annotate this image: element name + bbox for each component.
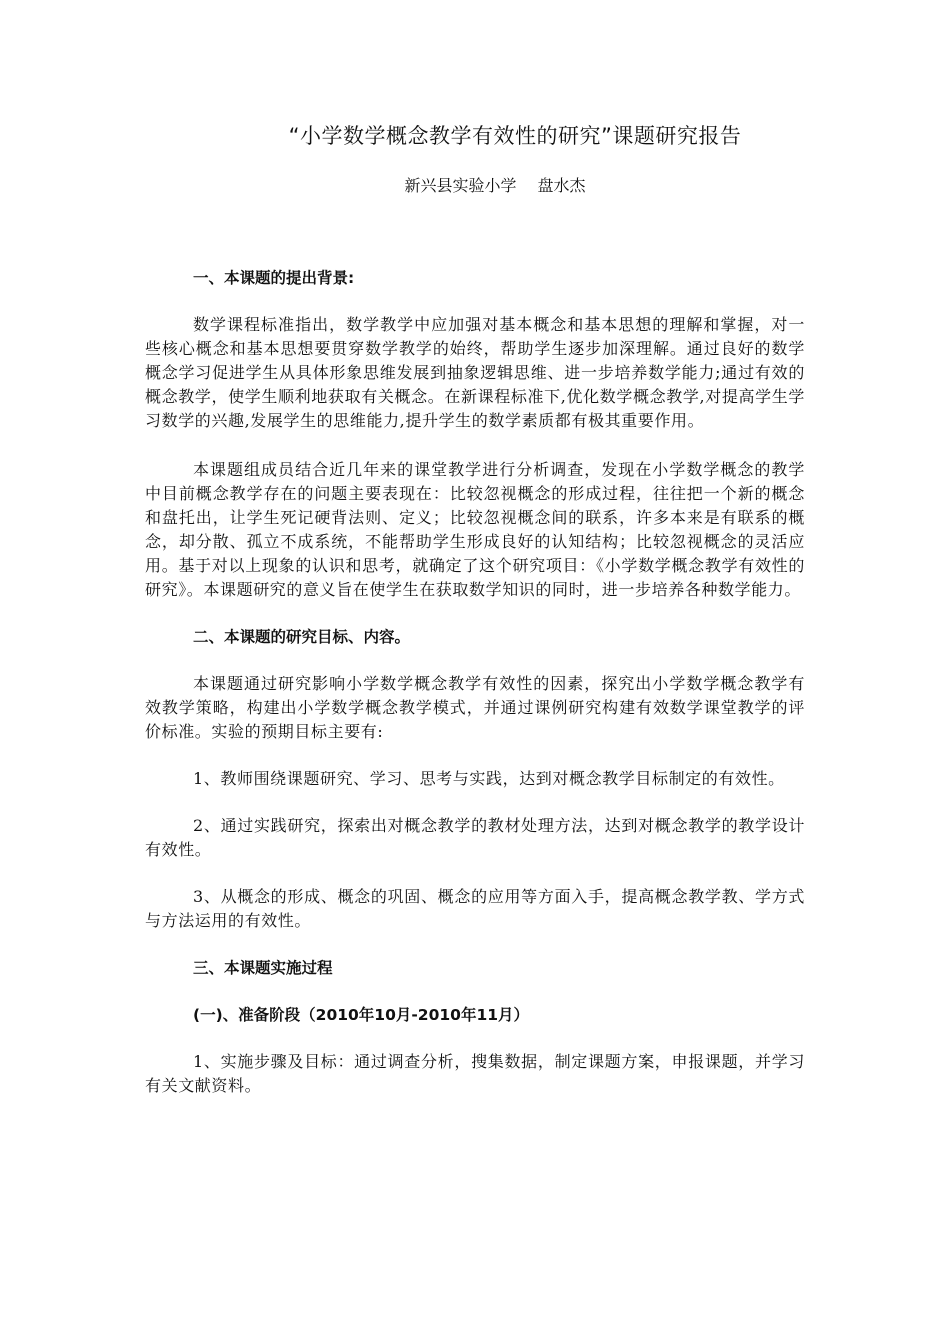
subsection-heading-preparation: (一)、准备阶段（2010年10月-2010年11月） xyxy=(193,1006,530,1024)
goal-item-3: 3、从概念的形成、概念的巩固、概念的应用等方面入手，提高概念教学教、学方式与方法运用的有效性。 xyxy=(145,887,805,930)
report-title: “小学数学概念教学有效性的研究”课题研究报告 xyxy=(288,124,742,148)
goal-item-1: 1、教师围绕课题研究、学习、思考与实践，达到对概念教学目标制定的有效性。 xyxy=(193,769,785,788)
paragraph-background-1: 数学课程标准指出，数学教学中应加强对基本概念和基本思想的理解和掌握，对一些核心概念和基本思想要贯穿数学教学的始终，帮助学生逐步加深理解。通过良好的数学概念学习促进学生从具体形象思维发展到抽象逻辑思维、进一步培养数学能力;通过有效的概念教学，使学生顺利地获取有关概念。在新课程标准下,优化数学概念教学,对提高学生学习数学的兴趣,发展学生的思维能力,提升学生的数学素质都有极其重要作用。 xyxy=(145,315,805,430)
goal-item-2: 2、通过实践研究，探索出对概念教学的教材处理方法，达到对概念教学的教学设计有效性。 xyxy=(145,816,805,859)
section-heading-background: 一、本课题的提出背景: xyxy=(193,269,355,287)
section-heading-goals: 二、本课题的研究目标、内容。 xyxy=(193,628,411,646)
section-heading-process: 三、本课题实施过程 xyxy=(193,959,333,977)
paragraph-goals-intro: 本课题通过研究影响小学数学概念教学有效性的因素，探究出小学数学概念教学有效教学策略，构建出小学数学概念教学模式，并通过课例研究构建有效数学课堂教学的评价标准。实验的预期目标主要有: xyxy=(145,674,805,741)
report-body xyxy=(145,266,805,1098)
paragraph-preparation-steps: 1、实施步骤及目标：通过调查分析，搜集数据，制定课题方案，申报课题，并学习有关文献资料。 xyxy=(145,1052,805,1095)
paragraph-background-2: 本课题组成员结合近几年来的课堂教学进行分析调查，发现在小学数学概念的教学中目前概念教学存在的问题主要表现在：比较忽视概念的形成过程，往往把一个新的概念和盘托出，让学生死记硬背法则、定义；比较忽视概念间的联系，许多本来是有联系的概念，却分散、孤立不成系统，不能帮助学生形成良好的认知结构；比较忽视概念的灵活应用。基于对以上现象的认识和思考，就确定了这个研究项目：《小学数学概念教学有效性的研究》。本课题研究的意义旨在使学生在获取数学知识的同时，进一步培养各种数学能力。 xyxy=(145,460,805,599)
author-line: 新兴县实验小学 盘水杰 xyxy=(404,176,586,195)
